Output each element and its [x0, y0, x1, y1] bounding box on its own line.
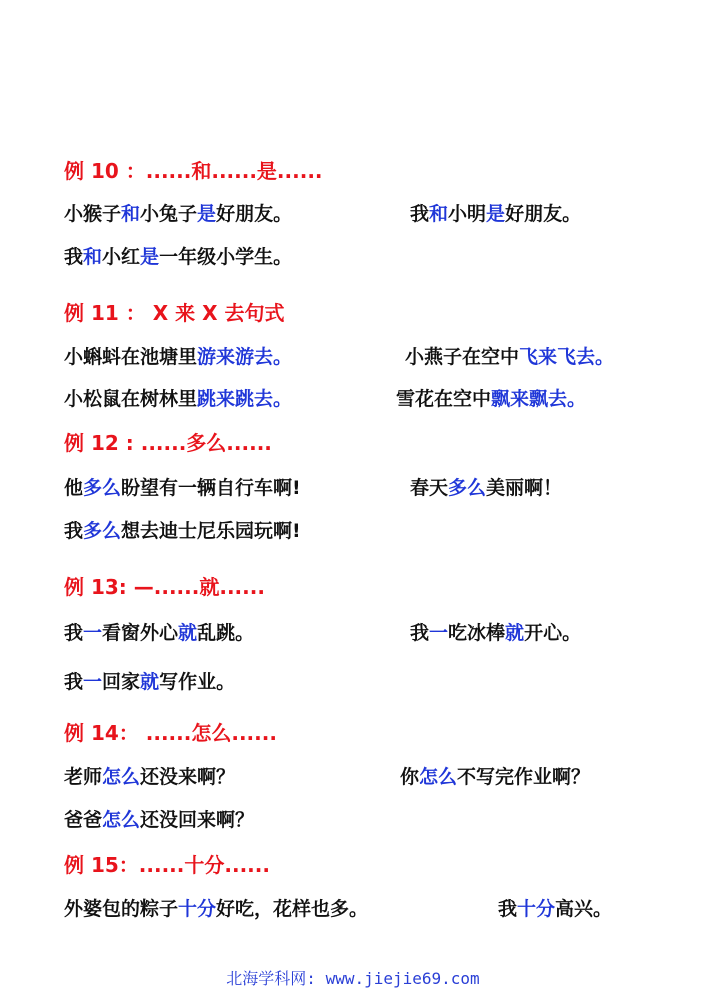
highlighted-keyword: 飘来飘去。 — [491, 388, 587, 410]
sentence-text: 我 — [410, 203, 430, 225]
highlighted-keyword: 多么 — [448, 477, 487, 499]
highlighted-keyword: 一 — [83, 671, 103, 693]
sentence-text: 小猴子 — [64, 203, 122, 225]
example-heading-11: 例 11 ： X 来 X 去句式 — [64, 301, 285, 325]
sentence-text: 小兔子 — [140, 203, 198, 225]
sentence-text: 老师 — [64, 766, 103, 788]
sentence-text: 你 — [400, 766, 420, 788]
sentence-text: 吃冰棒 — [448, 622, 506, 644]
highlighted-keyword: 就 — [178, 622, 198, 644]
example-heading-12: 例 12 : ......多么...... — [64, 431, 272, 455]
sentence-text: 写作业。 — [159, 671, 236, 693]
highlighted-keyword: 和 — [429, 203, 449, 225]
highlighted-keyword: 一 — [429, 622, 449, 644]
example-heading-14: 例 14： ......怎么...... — [64, 721, 277, 745]
sentence-text: 我 — [64, 622, 84, 644]
highlighted-keyword: 是 — [140, 246, 160, 268]
highlighted-keyword: 和 — [83, 246, 103, 268]
sentence-text: 不写完作业啊？ — [457, 766, 591, 788]
example-sentence — [64, 669, 235, 695]
highlighted-keyword: 就 — [140, 671, 160, 693]
sentence-text: 美丽啊！ — [486, 477, 563, 499]
highlighted-keyword: 一 — [83, 622, 103, 644]
sentence-text: 我 — [410, 622, 430, 644]
sentence-text: 好朋友。 — [216, 203, 293, 225]
sentence-text: 爸爸 — [64, 809, 103, 831]
sentence-text: 小明 — [448, 203, 487, 225]
example-sentence — [396, 386, 586, 412]
example-sentence — [64, 475, 301, 501]
example-sentence — [498, 896, 612, 922]
highlighted-keyword: 和 — [121, 203, 141, 225]
example-sentence — [64, 518, 301, 544]
sentence-text: 小蝌蚪在池塘里 — [64, 346, 198, 368]
example-sentence — [400, 764, 590, 790]
sentence-text: 我 — [64, 671, 84, 693]
sentence-text: 雪花在空中 — [396, 388, 492, 410]
highlighted-keyword: 是 — [197, 203, 217, 225]
sentence-text: 我 — [64, 246, 84, 268]
highlighted-keyword: 游来游去。 — [197, 346, 293, 368]
highlighted-keyword: 怎么 — [419, 766, 458, 788]
example-sentence — [64, 344, 292, 370]
sentence-text: 开心。 — [524, 622, 582, 644]
highlighted-keyword: 多么 — [83, 520, 122, 542]
example-sentence — [64, 764, 235, 790]
sentence-text: 小红 — [102, 246, 141, 268]
sentence-text: 我 — [498, 898, 518, 920]
sentence-text: 一年级小学生。 — [159, 246, 293, 268]
sentence-text: 想去迪士尼乐园玩啊! — [121, 520, 301, 542]
example-heading-10: 例 10 ：......和......是...... — [64, 159, 323, 183]
sentence-text: 好朋友。 — [505, 203, 582, 225]
sentence-text: 外婆包的粽子 — [64, 898, 179, 920]
example-sentence — [64, 807, 254, 833]
example-sentence — [64, 386, 292, 412]
example-heading-15: 例 15：......十分...... — [64, 853, 270, 877]
sentence-text: 春天 — [410, 477, 449, 499]
highlighted-keyword: 是 — [486, 203, 506, 225]
example-sentence — [64, 201, 292, 227]
highlighted-keyword: 十分 — [517, 898, 556, 920]
sentence-text: 高兴。 — [555, 898, 613, 920]
sentence-text: 还没来啊？ — [140, 766, 236, 788]
highlighted-keyword: 跳来跳去。 — [197, 388, 293, 410]
highlighted-keyword: 怎么 — [102, 809, 141, 831]
highlighted-keyword: 怎么 — [102, 766, 141, 788]
sentence-text: 盼望有一辆自行车啊! — [121, 477, 301, 499]
example-sentence — [405, 344, 614, 370]
example-sentence — [410, 475, 562, 501]
sentence-text: 小松鼠在树林里 — [64, 388, 198, 410]
sentence-text: 我 — [64, 520, 84, 542]
example-heading-13: 例 13: —......就...... — [64, 575, 265, 599]
footer-watermark: 北海学科网: www.jiejie69.com — [226, 969, 480, 988]
sentence-text: 还没回来啊？ — [140, 809, 255, 831]
sentence-text: 小燕子在空中 — [405, 346, 520, 368]
sentence-text: 回家 — [102, 671, 141, 693]
example-sentence — [64, 620, 254, 646]
sentence-text: 他 — [64, 477, 84, 499]
highlighted-keyword: 十分 — [178, 898, 217, 920]
example-sentence — [64, 896, 368, 922]
sentence-text: 乱跳。 — [197, 622, 255, 644]
example-sentence — [64, 244, 292, 270]
highlighted-keyword: 多么 — [83, 477, 122, 499]
example-sentence — [410, 620, 581, 646]
sentence-text: 好吃，花样也多。 — [216, 898, 369, 920]
highlighted-keyword: 飞来飞去。 — [519, 346, 615, 368]
example-sentence — [410, 201, 581, 227]
highlighted-keyword: 就 — [505, 622, 525, 644]
sentence-text: 看窗外心 — [102, 622, 179, 644]
